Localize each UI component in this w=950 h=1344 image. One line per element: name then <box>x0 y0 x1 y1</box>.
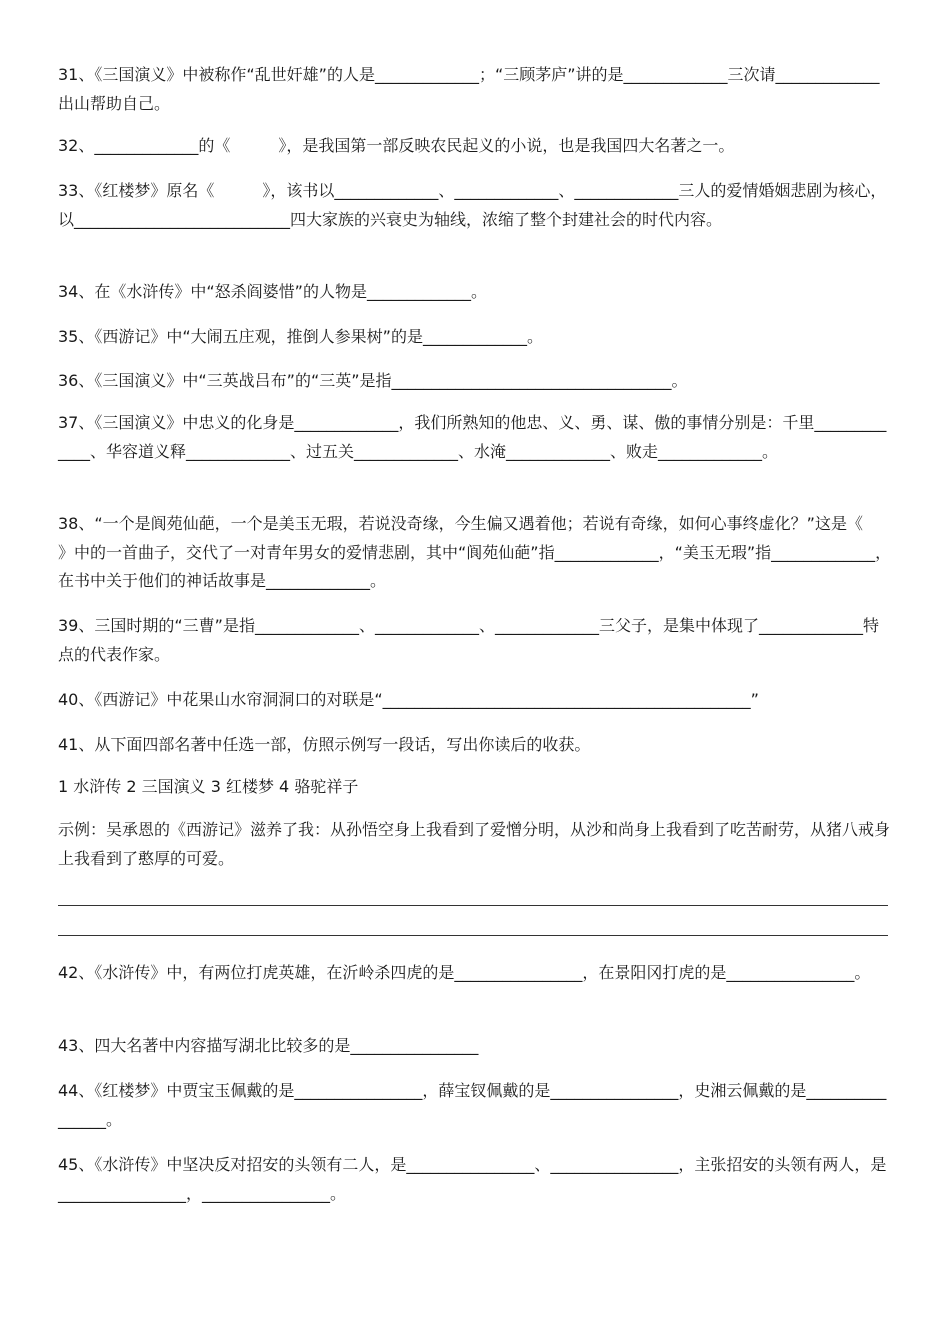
answer-line-1 <box>58 905 888 906</box>
question-35: 35、《西游记》中“大闹五庄观，推倒人参果树”的是_____________。 <box>58 327 543 346</box>
question-44: 44、《红楼梦》中贾宝玉佩戴的是________________，薛宝钗佩戴的是________________，史湘云佩戴的是________________。 <box>58 1081 887 1129</box>
question-39: 39、三国时期的“三曹”是指_____________、_____________、_____________三父子，是集中体现了_____________特点的代表作家。 <box>58 616 879 664</box>
question-40: 40、《西游记》中花果山水帘洞洞口的对联是“______________________________________________” <box>58 690 759 709</box>
question-33: 33、《红楼梦》原名《 》，该书以_____________、_____________、_____________三人的爱情婚姻悲剧为核心，以___________________________四大家族的兴衰史为轴线，浓缩了整个封建社会的时代内容。 <box>58 181 887 229</box>
question-38: 38、“一个是阆苑仙葩，一个是美玉无瑕，若说没奇缘，今生偏又遇着他；若说有奇缘，如何心事终虚化？”这是《 》中的一首曲子，交代了一对青年男女的爱情悲剧，其中“阆苑仙葩”指_____________，“美玉无瑕”指_____________，在书中关于他们的神话故事是_____________。 <box>58 514 895 590</box>
question-31: 31、《三国演义》中被称作“乱世奸雄”的人是_____________；“三顾茅庐”讲的是_____________三次请_____________出山帮助自己。 <box>58 65 880 113</box>
question-36: 36、《三国演义》中“三英战吕布”的“三英”是指___________________________________。 <box>58 371 688 390</box>
answer-line-2 <box>58 935 888 936</box>
question-41-books: 1 水浒传 2 三国演义 3 红楼梦 4 骆驼祥子 <box>58 777 359 796</box>
question-45: 45、《水浒传》中坚决反对招安的头领有二人，是________________、________________，主张招安的头领有两人，是________________，________________。 <box>58 1155 887 1203</box>
question-43: 43、四大名著中内容描写湖北比较多的是________________ <box>58 1036 479 1055</box>
question-34: 34、在《水浒传》中“怒杀阎婆惜”的人物是_____________。 <box>58 282 487 301</box>
question-41-example: 示例：吴承恩的《西游记》滋养了我：从孙悟空身上我看到了爱憎分明，从沙和尚身上我看到了吃苦耐劳，从猪八戒身上我看到了憨厚的可爱。 <box>58 820 891 868</box>
question-32: 32、_____________的《 》，是我国第一部反映农民起义的小说，也是我国四大名著之一。 <box>58 136 735 155</box>
question-37: 37、《三国演义》中忠义的化身是_____________，我们所熟知的他忠、义、勇、谋、傲的事情分别是：千里_____________、华容道义释_____________、过五关_____________、水淹_____________、败走_____________。 <box>58 413 887 461</box>
question-41: 41、从下面四部名著中任选一部，仿照示例写一段话，写出你读后的收获。 <box>58 735 591 754</box>
question-42: 42、《水浒传》中，有两位打虎英雄，在沂岭杀四虎的是________________，在景阳冈打虎的是________________。 <box>58 963 871 982</box>
